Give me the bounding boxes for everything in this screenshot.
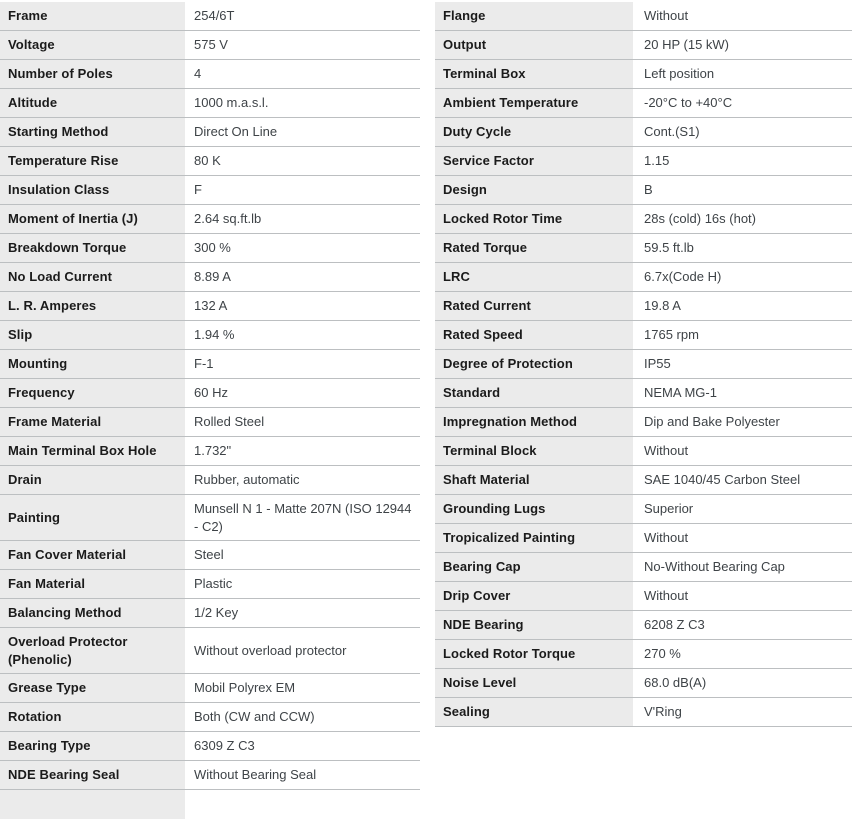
spec-value: 28s (cold) 16s (hot) bbox=[644, 211, 756, 227]
table-row bbox=[435, 524, 852, 553]
spec-label: Number of Poles bbox=[0, 60, 185, 88]
table-row bbox=[0, 628, 420, 674]
spec-value: 59.5 ft.lb bbox=[644, 240, 694, 256]
table-row bbox=[0, 2, 420, 31]
spec-label: Output bbox=[435, 31, 633, 59]
spec-value: 6208 Z C3 bbox=[644, 617, 705, 633]
spec-label: Rated Speed bbox=[435, 321, 633, 349]
spec-value: 6309 Z C3 bbox=[194, 738, 255, 754]
spec-value: 8.89 A bbox=[194, 269, 231, 285]
table-row bbox=[435, 640, 852, 669]
table-row bbox=[0, 321, 420, 350]
spec-value: 300 % bbox=[194, 240, 231, 256]
spec-value: Without bbox=[644, 588, 689, 604]
table-row bbox=[0, 176, 420, 205]
table-row bbox=[435, 2, 852, 31]
spec-value: 60 Hz bbox=[194, 385, 228, 401]
table-row bbox=[0, 234, 420, 263]
spec-value: Steel bbox=[194, 547, 224, 563]
spec-value: 20 HP (15 kW) bbox=[644, 37, 730, 53]
spec-label: Noise Level bbox=[435, 669, 633, 697]
spec-value: Without Bearing Seal bbox=[194, 767, 317, 783]
spec-label bbox=[0, 790, 185, 819]
spec-value: IP55 bbox=[644, 356, 671, 372]
spec-label: Temperature Rise bbox=[0, 147, 185, 175]
spec-label: Painting bbox=[0, 495, 185, 540]
spec-value: 1.15 bbox=[644, 153, 670, 169]
spec-label: Bearing Type bbox=[0, 732, 185, 760]
spec-label: Rated Torque bbox=[435, 234, 633, 262]
spec-value: Superior bbox=[644, 501, 694, 517]
table-row bbox=[435, 234, 852, 263]
spec-value: Left position bbox=[644, 66, 715, 82]
spec-value: 270 % bbox=[644, 646, 681, 662]
spec-label: Standard bbox=[435, 379, 633, 407]
table-row bbox=[435, 147, 852, 176]
table-row bbox=[435, 495, 852, 524]
spec-label: Overload Protector (Phenolic) bbox=[0, 628, 185, 673]
table-row bbox=[435, 263, 852, 292]
spec-value: 1.94 % bbox=[194, 327, 235, 343]
spec-label: Fan Cover Material bbox=[0, 541, 185, 569]
table-row bbox=[435, 466, 852, 495]
table-row bbox=[0, 761, 420, 790]
spec-label: NDE Bearing Seal bbox=[0, 761, 185, 789]
spec-label: Frame Material bbox=[0, 408, 185, 436]
spec-label: Tropicalized Painting bbox=[435, 524, 633, 552]
spec-label: Fan Material bbox=[0, 570, 185, 598]
table-row bbox=[435, 292, 852, 321]
spec-label: Shaft Material bbox=[435, 466, 633, 494]
spec-label: Drip Cover bbox=[435, 582, 633, 610]
table-row bbox=[0, 570, 420, 599]
spec-label: Locked Rotor Torque bbox=[435, 640, 633, 668]
table-row bbox=[0, 263, 420, 292]
spec-value: Dip and Bake Polyester bbox=[644, 414, 780, 430]
table-row bbox=[0, 541, 420, 570]
spec-value: 254/6T bbox=[194, 8, 235, 24]
spec-label: Design bbox=[435, 176, 633, 204]
spec-label: NDE Bearing bbox=[435, 611, 633, 639]
spec-label: Impregnation Method bbox=[435, 408, 633, 436]
table-row bbox=[0, 292, 420, 321]
spec-label: Voltage bbox=[0, 31, 185, 59]
table-row bbox=[0, 118, 420, 147]
table-row bbox=[435, 118, 852, 147]
table-row bbox=[0, 732, 420, 761]
table-row bbox=[435, 582, 852, 611]
spec-label: Breakdown Torque bbox=[0, 234, 185, 262]
spec-label: Locked Rotor Time bbox=[435, 205, 633, 233]
spec-value: Without bbox=[644, 8, 689, 24]
spec-value: F-1 bbox=[194, 356, 214, 372]
table-row bbox=[435, 553, 852, 582]
spec-label: Starting Method bbox=[0, 118, 185, 146]
spec-label: Duty Cycle bbox=[435, 118, 633, 146]
spec-value: V'Ring bbox=[644, 704, 682, 720]
spec-value: Munsell N 1 - Matte 207N (ISO 12944 - C2) bbox=[194, 501, 412, 534]
spec-table-left bbox=[0, 2, 420, 819]
table-row-cutoff bbox=[0, 790, 420, 819]
spec-value: 1000 m.a.s.l. bbox=[194, 95, 269, 111]
spec-label: Main Terminal Box Hole bbox=[0, 437, 185, 465]
spec-label: Frequency bbox=[0, 379, 185, 407]
spec-label: Frame bbox=[0, 2, 185, 30]
spec-table-right bbox=[435, 2, 852, 819]
spec-value: SAE 1040/45 Carbon Steel bbox=[644, 472, 801, 488]
table-row bbox=[0, 379, 420, 408]
spec-value: Mobil Polyrex EM bbox=[194, 680, 296, 696]
table-row bbox=[0, 466, 420, 495]
spec-value: Rubber, automatic bbox=[194, 472, 300, 488]
table-row bbox=[0, 350, 420, 379]
spec-value: 132 A bbox=[194, 298, 228, 314]
table-row bbox=[435, 321, 852, 350]
spec-label: Terminal Box bbox=[435, 60, 633, 88]
spec-value: Direct On Line bbox=[194, 124, 278, 140]
spec-label: Altitude bbox=[0, 89, 185, 117]
table-row bbox=[435, 408, 852, 437]
spec-label: No Load Current bbox=[0, 263, 185, 291]
spec-value: F bbox=[194, 182, 202, 198]
table-row bbox=[435, 437, 852, 466]
spec-value: 4 bbox=[194, 66, 202, 82]
spec-label: Drain bbox=[0, 466, 185, 494]
table-row bbox=[435, 698, 852, 727]
spec-label: Balancing Method bbox=[0, 599, 185, 627]
spec-value: Both (CW and CCW) bbox=[194, 709, 315, 725]
spec-value: Without bbox=[644, 530, 689, 546]
spec-label: L. R. Amperes bbox=[0, 292, 185, 320]
table-row bbox=[435, 669, 852, 698]
spec-value: 1/2 Key bbox=[194, 605, 239, 621]
spec-value: B bbox=[644, 182, 653, 198]
spec-value bbox=[185, 790, 420, 819]
table-row bbox=[435, 611, 852, 640]
table-row bbox=[0, 703, 420, 732]
spec-value: 1765 rpm bbox=[644, 327, 699, 343]
table-row bbox=[435, 205, 852, 234]
spec-value: 2.64 sq.ft.lb bbox=[194, 211, 262, 227]
spec-value: 19.8 A bbox=[644, 298, 681, 314]
spec-value: No-Without Bearing Cap bbox=[644, 559, 785, 575]
spec-label: Rotation bbox=[0, 703, 185, 731]
spec-label: Insulation Class bbox=[0, 176, 185, 204]
table-row bbox=[435, 60, 852, 89]
spec-label: Degree of Protection bbox=[435, 350, 633, 378]
table-row bbox=[435, 89, 852, 118]
spec-label: LRC bbox=[435, 263, 633, 291]
spec-value: -20°C to +40°C bbox=[644, 95, 733, 111]
table-row bbox=[435, 176, 852, 205]
spec-label: Bearing Cap bbox=[435, 553, 633, 581]
table-row bbox=[0, 31, 420, 60]
spec-value: NEMA MG-1 bbox=[644, 385, 717, 401]
spec-label: Terminal Block bbox=[435, 437, 633, 465]
spec-label: Sealing bbox=[435, 698, 633, 726]
spec-value: 80 K bbox=[194, 153, 221, 169]
table-row bbox=[0, 674, 420, 703]
table-row bbox=[435, 379, 852, 408]
spec-label: Ambient Temperature bbox=[435, 89, 633, 117]
table-row bbox=[0, 599, 420, 628]
spec-value: 1.732" bbox=[194, 443, 232, 459]
spec-value: 6.7x(Code H) bbox=[644, 269, 722, 285]
table-row bbox=[435, 31, 852, 60]
spec-label: Slip bbox=[0, 321, 185, 349]
table-row bbox=[0, 60, 420, 89]
spec-label: Service Factor bbox=[435, 147, 633, 175]
spec-value: Plastic bbox=[194, 576, 233, 592]
spec-value: Cont.(S1) bbox=[644, 124, 700, 140]
table-row bbox=[0, 147, 420, 176]
spec-label: Moment of Inertia (J) bbox=[0, 205, 185, 233]
table-row bbox=[0, 495, 420, 541]
spec-value: Without bbox=[644, 443, 689, 459]
table-row bbox=[435, 350, 852, 379]
spec-label: Mounting bbox=[0, 350, 185, 378]
spec-label: Grounding Lugs bbox=[435, 495, 633, 523]
spec-value: 68.0 dB(A) bbox=[644, 675, 707, 691]
spec-value: 575 V bbox=[194, 37, 228, 53]
spec-label: Rated Current bbox=[435, 292, 633, 320]
table-row bbox=[0, 437, 420, 466]
table-row bbox=[0, 205, 420, 234]
table-row bbox=[0, 89, 420, 118]
spec-value: Without overload protector bbox=[194, 642, 347, 658]
table-row bbox=[0, 408, 420, 437]
spec-label: Grease Type bbox=[0, 674, 185, 702]
spec-value: Rolled Steel bbox=[194, 414, 265, 430]
spec-label: Flange bbox=[435, 2, 633, 30]
